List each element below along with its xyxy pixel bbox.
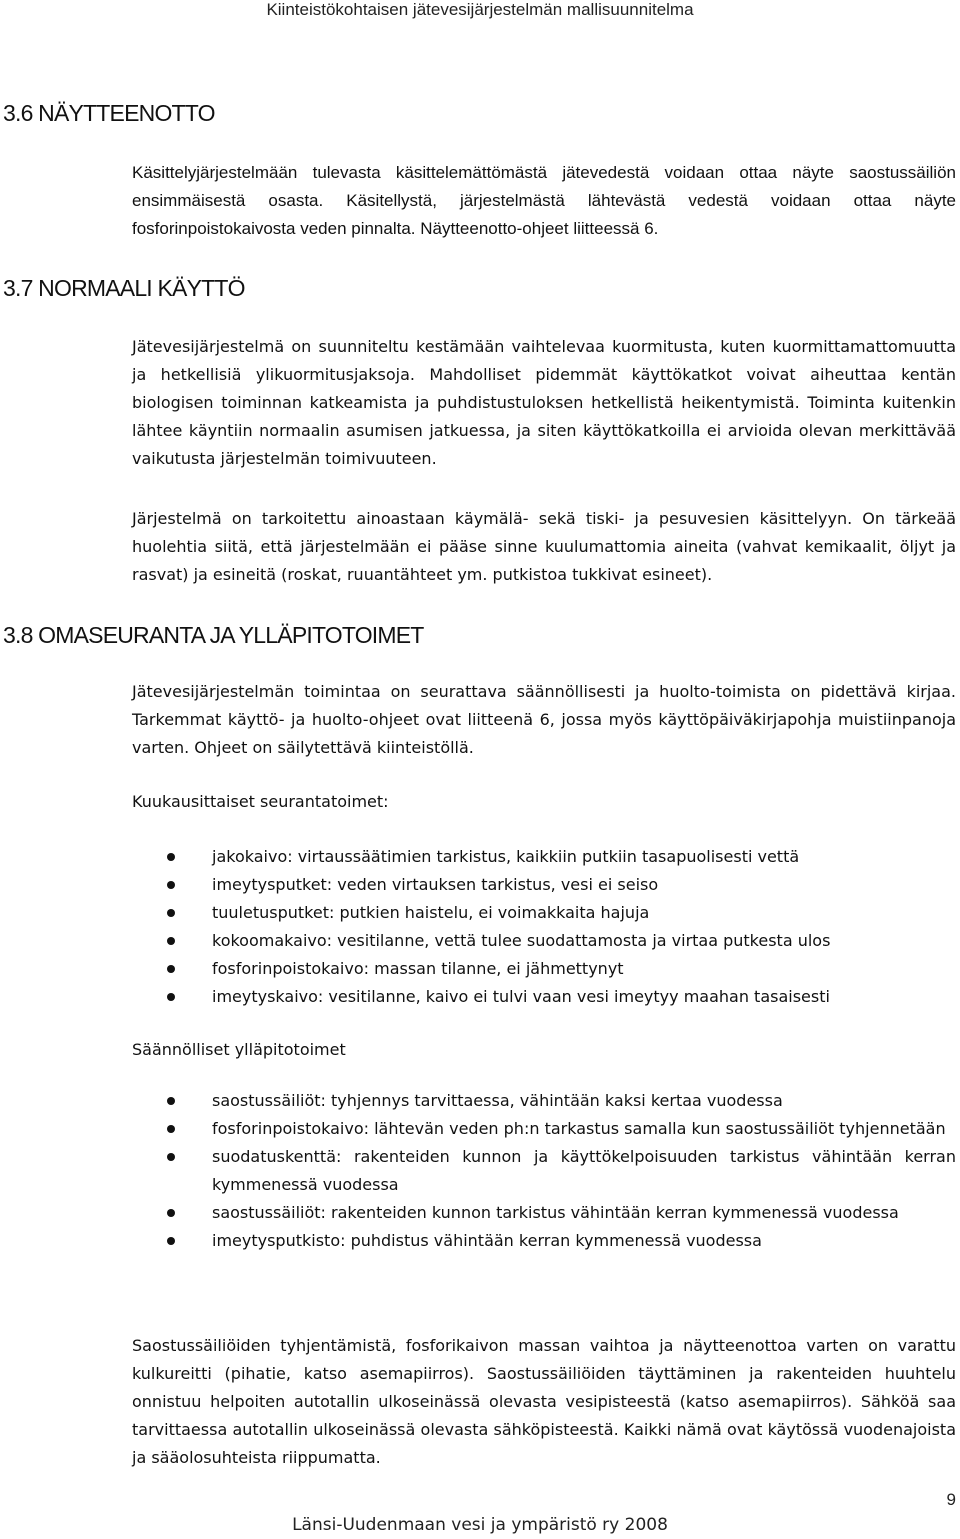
list-item	[132, 983, 956, 1011]
section-heading-3-8: 3.8 OMASEURANTA JA YLLÄPITOTOIMET	[3, 622, 424, 648]
list-item	[132, 955, 956, 983]
list-item-text: suodatuskenttä: rakenteiden kunnon ja käyttökelpoisuuden tarkistus vähintään kerran kymmenessä vuodessa	[212, 1147, 956, 1194]
bullet-icon	[167, 1153, 175, 1161]
paragraph-sampling: Käsittelyjärjestelmään tulevasta käsittelemättömästä jätevedestä voidaan ottaa näyte saostussäiliön ensimmäisestä osasta. Käsitellystä, järjestelmästä lähtevästä vedestä voidaan ottaa näyte fosforinpoistokaivosta veden pinnalta. Näytteenotto-ohjeet liitteessä 6.	[132, 163, 956, 238]
paragraph-access: Saostussäiliöiden tyhjentämistä, fosforikaivon massan vaihtoa ja näytteenottoa varten on varattu kulkureitti (pihatie, katso asemapiirros). Saostussäiliöiden täyttäminen ja rakenteiden huuhtelu onnistuu helpoiten autotallin ulkoseinässä olevasta vesipisteestä (katso asemapiirros). Sähköä saa tarvittaessa autotallin ulkoseinässä olevasta sähköpisteestä. Kaikki nämä ovat käytössä vuodenajoista ja sääolosuhteista riippumatta.	[132, 1336, 956, 1467]
paragraph-monitoring: Jätevesijärjestelmän toimintaa on seurattava säännöllisesti ja huolto-toimista on pidettävä kirjaa. Tarkemmat käyttö- ja huolto-ohjeet ovat liitteenä 6, jossa myös käyttöpäiväkirjapohja muistiinpanoja varten. Ohjeet on säilytettävä kiinteistöllä.	[132, 682, 956, 757]
list-item-text: tuuletusputket: putkien haistelu, ei voimakkaita hajuja	[212, 903, 650, 922]
list-item-text: imeytysputket: veden virtauksen tarkistus, vesi ei seiso	[212, 875, 659, 894]
running-header: Kiinteistökohtaisen jätevesijärjestelmän mallisuunnitelma	[266, 0, 694, 19]
list-item	[132, 1087, 956, 1115]
monthly-actions-list	[132, 843, 956, 1011]
list-item	[132, 1227, 956, 1255]
bullet-icon	[167, 937, 175, 945]
regular-maintenance-list	[132, 1087, 956, 1255]
bullet-icon	[167, 881, 175, 889]
list-item-text: fosforinpoistokaivo: massan tilanne, ei jähmettynyt	[212, 959, 624, 978]
bullet-icon	[167, 993, 175, 1001]
list-item	[132, 899, 956, 927]
list-item-text: saostussäiliöt: rakenteiden kunnon tarkistus vähintään kerran kymmenessä vuodessa	[212, 1203, 899, 1222]
bullet-icon	[167, 1097, 175, 1105]
bullet-icon	[167, 1209, 175, 1217]
list-item	[132, 1143, 956, 1199]
monthly-actions-label: Kuukausittaiset seurantatoimet:	[132, 792, 389, 811]
list-item-text: kokoomakaivo: vesitilanne, vettä tulee suodattamosta ja virtaa putkesta ulos	[212, 931, 831, 950]
bullet-icon	[167, 1125, 175, 1133]
section-heading-3-7: 3.7 NORMAALI KÄYTTÖ	[3, 275, 245, 301]
footer: Länsi-Uudenmaan vesi ja ympäristö ry 2008	[292, 1515, 668, 1535]
list-item	[132, 927, 956, 955]
list-item	[132, 871, 956, 899]
list-item-text: jakokaivo: virtaussäätimien tarkistus, kaikkiin putkiin tasapuolisesti vettä	[212, 847, 800, 866]
list-item	[132, 1199, 956, 1227]
paragraph-normal-use-2: Järjestelmä on tarkoitettu ainoastaan käymälä- sekä tiski- ja pesuvesien käsittelyyn. On tärkeää huolehtia siitä, että järjestelmään ei pääse sinne kuulumattomia aineita (vahvat kemikaalit, öljyt ja rasvat) ja esineitä (roskat, ruuantähteet ym. putkistoa tukkivat esineet).	[132, 509, 956, 584]
bullet-icon	[167, 965, 175, 973]
regular-maintenance-label: Säännölliset ylläpitotoimet	[132, 1040, 346, 1059]
list-item-text: imeytyskaivo: vesitilanne, kaivo ei tulvi vaan vesi imeytyy maahan tasaisesti	[212, 987, 830, 1006]
page-number: 9	[946, 1490, 956, 1509]
list-item-text: saostussäiliöt: tyhjennys tarvittaessa, vähintään kaksi kertaa vuodessa	[212, 1091, 783, 1110]
bullet-icon	[167, 1237, 175, 1245]
list-item-text: fosforinpoistokaivo: lähtevän veden ph:n tarkastus samalla kun saostussäiliöt tyhjennetään	[212, 1119, 946, 1138]
list-item	[132, 843, 956, 871]
bullet-icon	[167, 909, 175, 917]
list-item-text: imeytysputkisto: puhdistus vähintään kerran kymmenessä vuodessa	[212, 1231, 762, 1250]
bullet-icon	[167, 853, 175, 861]
section-heading-3-6: 3.6 NÄYTTEENOTTO	[3, 100, 215, 126]
list-item	[132, 1115, 956, 1143]
paragraph-normal-use-1: Jätevesijärjestelmä on suunniteltu kestämään vaihtelevaa kuormitusta, kuten kuormittamattomuutta ja hetkellisiä ylikuormitusjaksoja. Mahdolliset pidemmät käyttökatkot voivat aiheuttaa kentän biologisen toiminnan katkeamista ja puhdistustuloksen hetkellistä heikentymistä. Toiminta kuitenkin lähtee käyntiin normaalin asumisen jatkuessa, ja siten käyttökatkoilla ei arvioida olevan merkittävää vaikutusta järjestelmän toimivuuteen.	[132, 337, 956, 468]
